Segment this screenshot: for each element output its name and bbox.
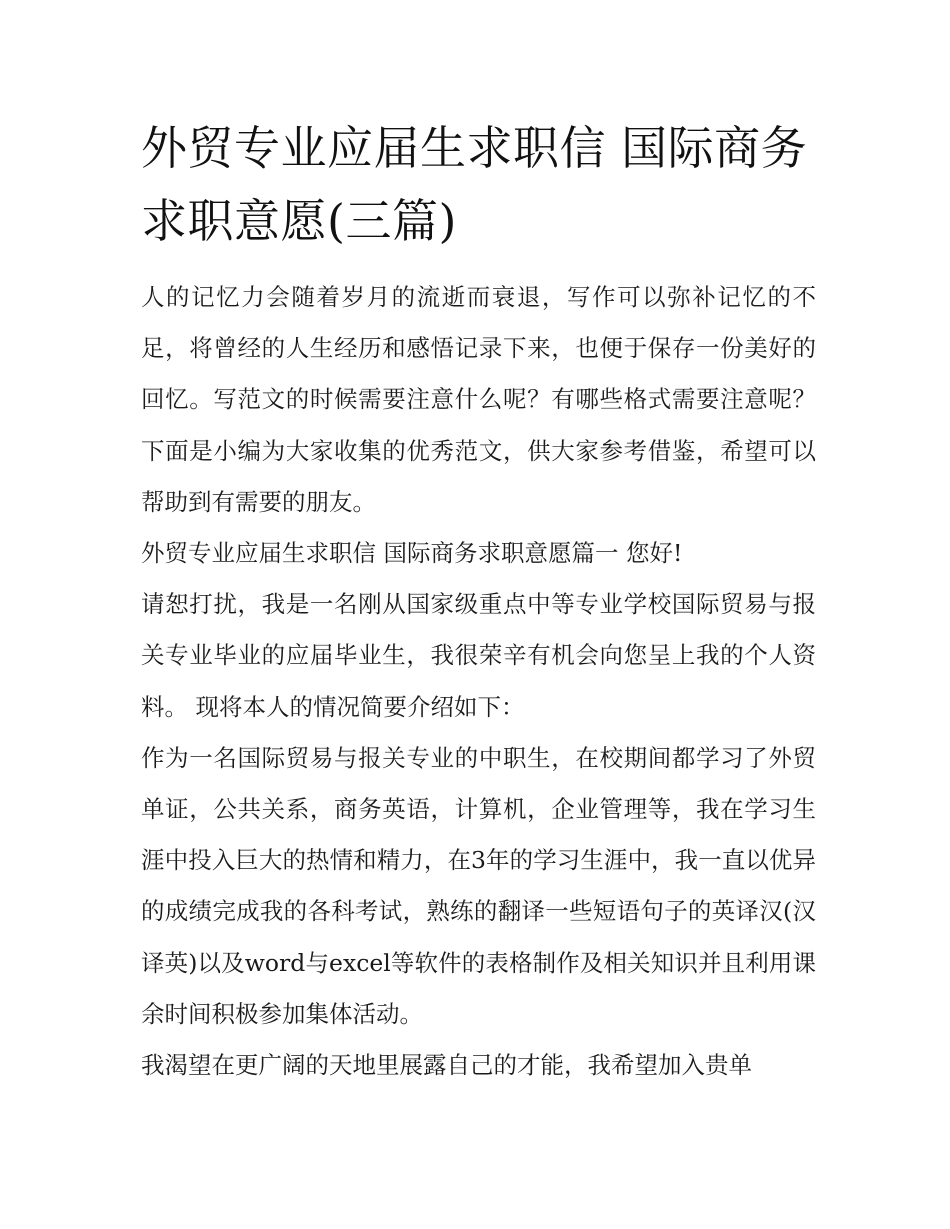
document-page <box>141 112 816 1091</box>
intro-paragraph: 人的记忆力会随着岁月的流逝而衰退，写作可以弥补记忆的不足，将曾经的人生经历和感悟记录下来，也便于保存一份美好的回忆。写范文的时候需要注意什么呢？有哪些格式需要注意呢？下面是小编为大家收集的优秀范文，供大家参考借鉴，希望可以帮助到有需要的朋友。 <box>141 283 816 516</box>
study-paragraph: 作为一名国际贸易与报关专业的中职生，在校期间都学习了外贸单证，公共关系，商务英语，计算机，企业管理等，我在学习生涯中投入巨大的热情和精力，在3年的学习生涯中，我一直以优异的成绩完成我的各科考试，熟练的翻译一些短语句子的英译汉(汉译英)以及word与excel等软件的表格制作及相关知识并且利用课余时间积极参加集体活动。 <box>141 743 816 1028</box>
greeting-paragraph: 请恕打扰，我是一名刚从国家级重点中等专业学校国际贸易与报关专业毕业的应届毕业生，我很荣辛有机会向您呈上我的个人资料。 现将本人的情况简要介绍如下： <box>141 590 816 721</box>
document-title: 外贸专业应届生求职信 国际商务求职意愿(三篇) <box>141 121 808 248</box>
aspiration-paragraph: 我渴望在更广阔的天地里展露自己的才能，我希望加入贵单 <box>141 1051 752 1080</box>
section-heading-paragraph: 外贸专业应届生求职信 国际商务求职意愿篇一 您好! <box>141 539 683 568</box>
